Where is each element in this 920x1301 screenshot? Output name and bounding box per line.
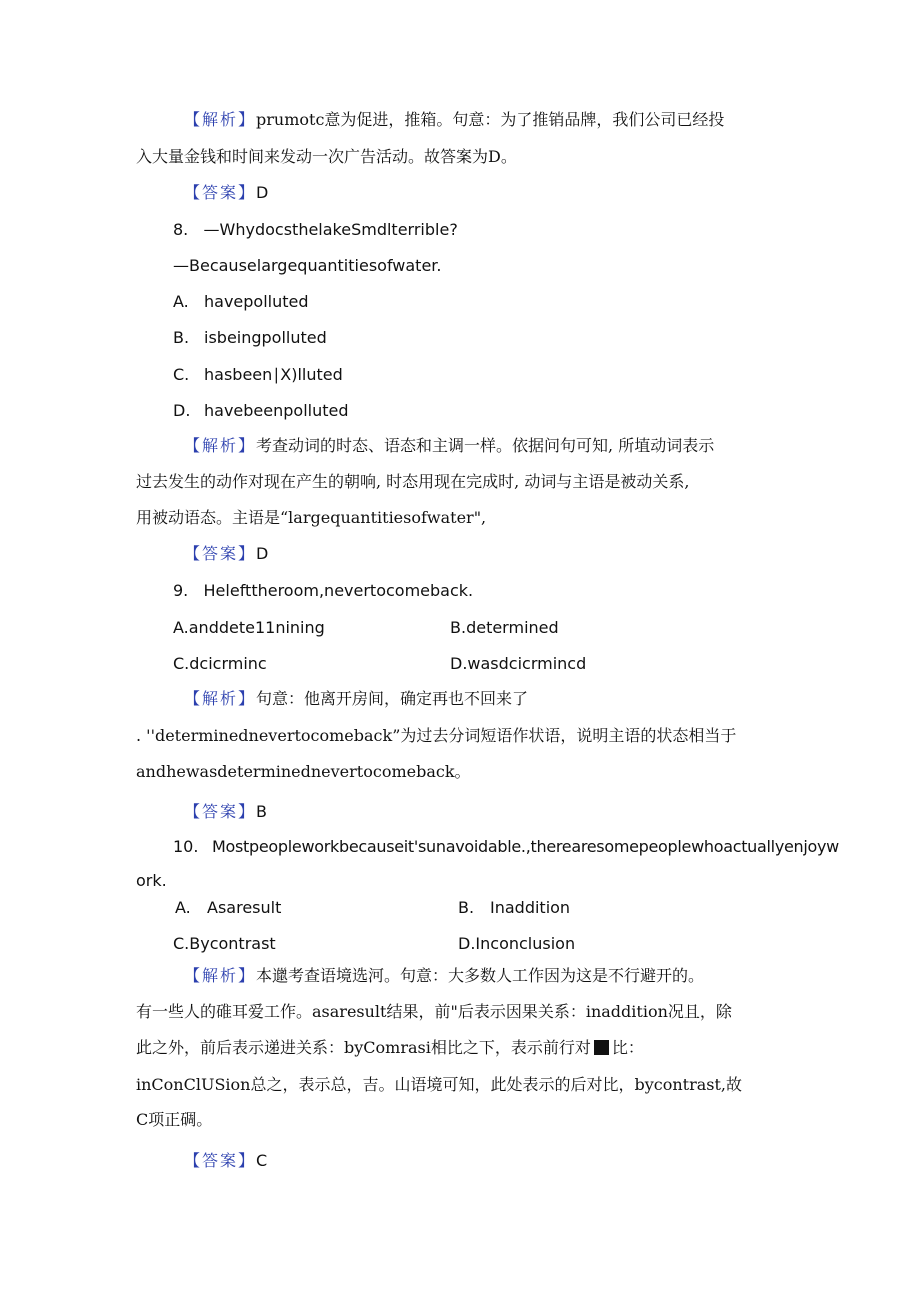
q10-analysis-line-5: C项正碉。 <box>136 1110 213 1129</box>
q8-option-d-text: havebeenpolluted <box>204 401 349 420</box>
q9-analysis-line-2: . ''determinednevertocomeback”为过去分词短语作状语，说明主语的状态相当于 <box>136 726 737 745</box>
q8-answer-line <box>184 542 268 566</box>
q8-stem-line <box>173 218 458 242</box>
q9-analysis-line-1 <box>184 687 528 711</box>
q9-option-b: B.determined <box>450 618 559 637</box>
analysis-tag: 【解析】 <box>184 689 257 708</box>
analysis-tag: 【解析】 <box>184 110 257 129</box>
q8-option-b <box>173 326 327 350</box>
q10-stem: Mostpeopleworkbecauseit'sunavoidable.,therearesomepeoplewhoactuallyenjoyw <box>212 837 839 856</box>
q10-analysis-text-1: 本邋考查语境选河。句意：大多数人工作因为这是不行避开的。 <box>256 966 705 985</box>
q7-analysis-text-1: prumotc意为促进，推箱。句意：为了推销品牌，我们公司已经投 <box>256 110 725 129</box>
q10-analysis-line-1 <box>184 964 704 988</box>
q7-answer: D <box>256 183 269 202</box>
q8-option-c-text: hasbeen∣X)lluted <box>204 365 343 384</box>
q9-analysis-text-1: 句意：他离开房间，确定再也不回来了 <box>256 689 529 708</box>
q10-option-a-text: Asaresult <box>207 898 282 917</box>
q8-analysis-line-3: 用被动语态。主语是“largequantitiesofwater", <box>136 508 487 527</box>
q8-analysis-line-2: 过去发生的动作对现在产生的朝响, 时态用现在完成时, 动词与主语是被动关系, <box>136 472 690 491</box>
q10-answer-line <box>184 1149 267 1173</box>
q9-answer: B <box>256 802 267 821</box>
q8-option-a-letter: A. <box>173 292 189 311</box>
q10-answer: C <box>256 1151 268 1170</box>
q8-number: 8. <box>173 220 189 239</box>
q8-option-d <box>173 399 349 423</box>
q10-analysis-text-3b: 比： <box>611 1038 644 1057</box>
analysis-tag: 【解析】 <box>184 436 257 455</box>
q10-option-c: C.Bycontrast <box>173 934 276 953</box>
answer-tag: 【答案】 <box>184 802 257 821</box>
q8-option-a-text: havepolluted <box>204 292 309 311</box>
black-square-mark <box>594 1040 609 1055</box>
q7-analysis-line-1 <box>184 108 724 132</box>
q10-option-a-letter: A. <box>175 898 191 917</box>
answer-tag: 【答案】 <box>184 1151 257 1170</box>
q10-analysis-line-4: inConClUSion总之，表示总，吉。山语境可知，此处表示的后对比，bycontrast,故 <box>136 1075 742 1094</box>
q10-option-a <box>175 896 282 920</box>
q7-analysis-line-2: 入大量金钱和时间来发动一次广告活动。故答案为D。 <box>136 147 517 166</box>
q8-analysis-line-1 <box>184 434 714 458</box>
q8-stem-2: —Becauselargequantitiesofwater. <box>173 256 442 275</box>
q9-answer-line <box>184 800 267 824</box>
q10-stem-line <box>173 835 839 859</box>
q8-answer: D <box>256 544 269 563</box>
q9-analysis-line-3: andhewasdeterminednevertocomeback。 <box>136 762 471 781</box>
q8-option-d-letter: D. <box>173 401 191 420</box>
q9-option-a: A.anddete11nining <box>173 618 325 637</box>
q8-option-c-letter: C. <box>173 365 190 384</box>
q8-option-a <box>173 290 309 314</box>
q9-stem: 9. Helefttheroom,nevertocomeback. <box>173 581 474 600</box>
q10-stem-2: ork. <box>136 871 167 890</box>
q8-option-c <box>173 363 343 387</box>
q10-number: 10. <box>173 837 199 856</box>
analysis-tag: 【解析】 <box>184 966 257 985</box>
q10-option-b <box>458 896 571 920</box>
q10-analysis-text-3a: 此之外，前后表示递进关系：byComrasi相比之下，表示前行对 <box>136 1038 591 1057</box>
q8-option-b-text: isbeingpolluted <box>204 328 327 347</box>
q10-option-b-letter: B. <box>458 898 475 917</box>
q8-analysis-text-1: 考查动词的时态、语态和主调一样。依据问句可知, 所埴动词表示 <box>256 436 715 455</box>
answer-tag: 【答案】 <box>184 183 257 202</box>
q10-option-d: D.Inconclusion <box>458 934 576 953</box>
answer-tag: 【答案】 <box>184 544 257 563</box>
q8-option-b-letter: B. <box>173 328 190 347</box>
q9-option-d: D.wasdcicrmincd <box>450 654 587 673</box>
q10-option-b-text: Inaddition <box>490 898 571 917</box>
q10-analysis-line-3 <box>136 1036 644 1060</box>
q7-answer-line <box>184 181 268 205</box>
q10-analysis-line-2: 有一些人的碓耳爱工作。asaresult结果，前"后表示因果关系：inaddition况且，除 <box>136 1002 732 1021</box>
q8-stem: —WhydocsthelakeSmdlterrible? <box>203 220 458 239</box>
q9-option-c: C.dcicrminc <box>173 654 267 673</box>
